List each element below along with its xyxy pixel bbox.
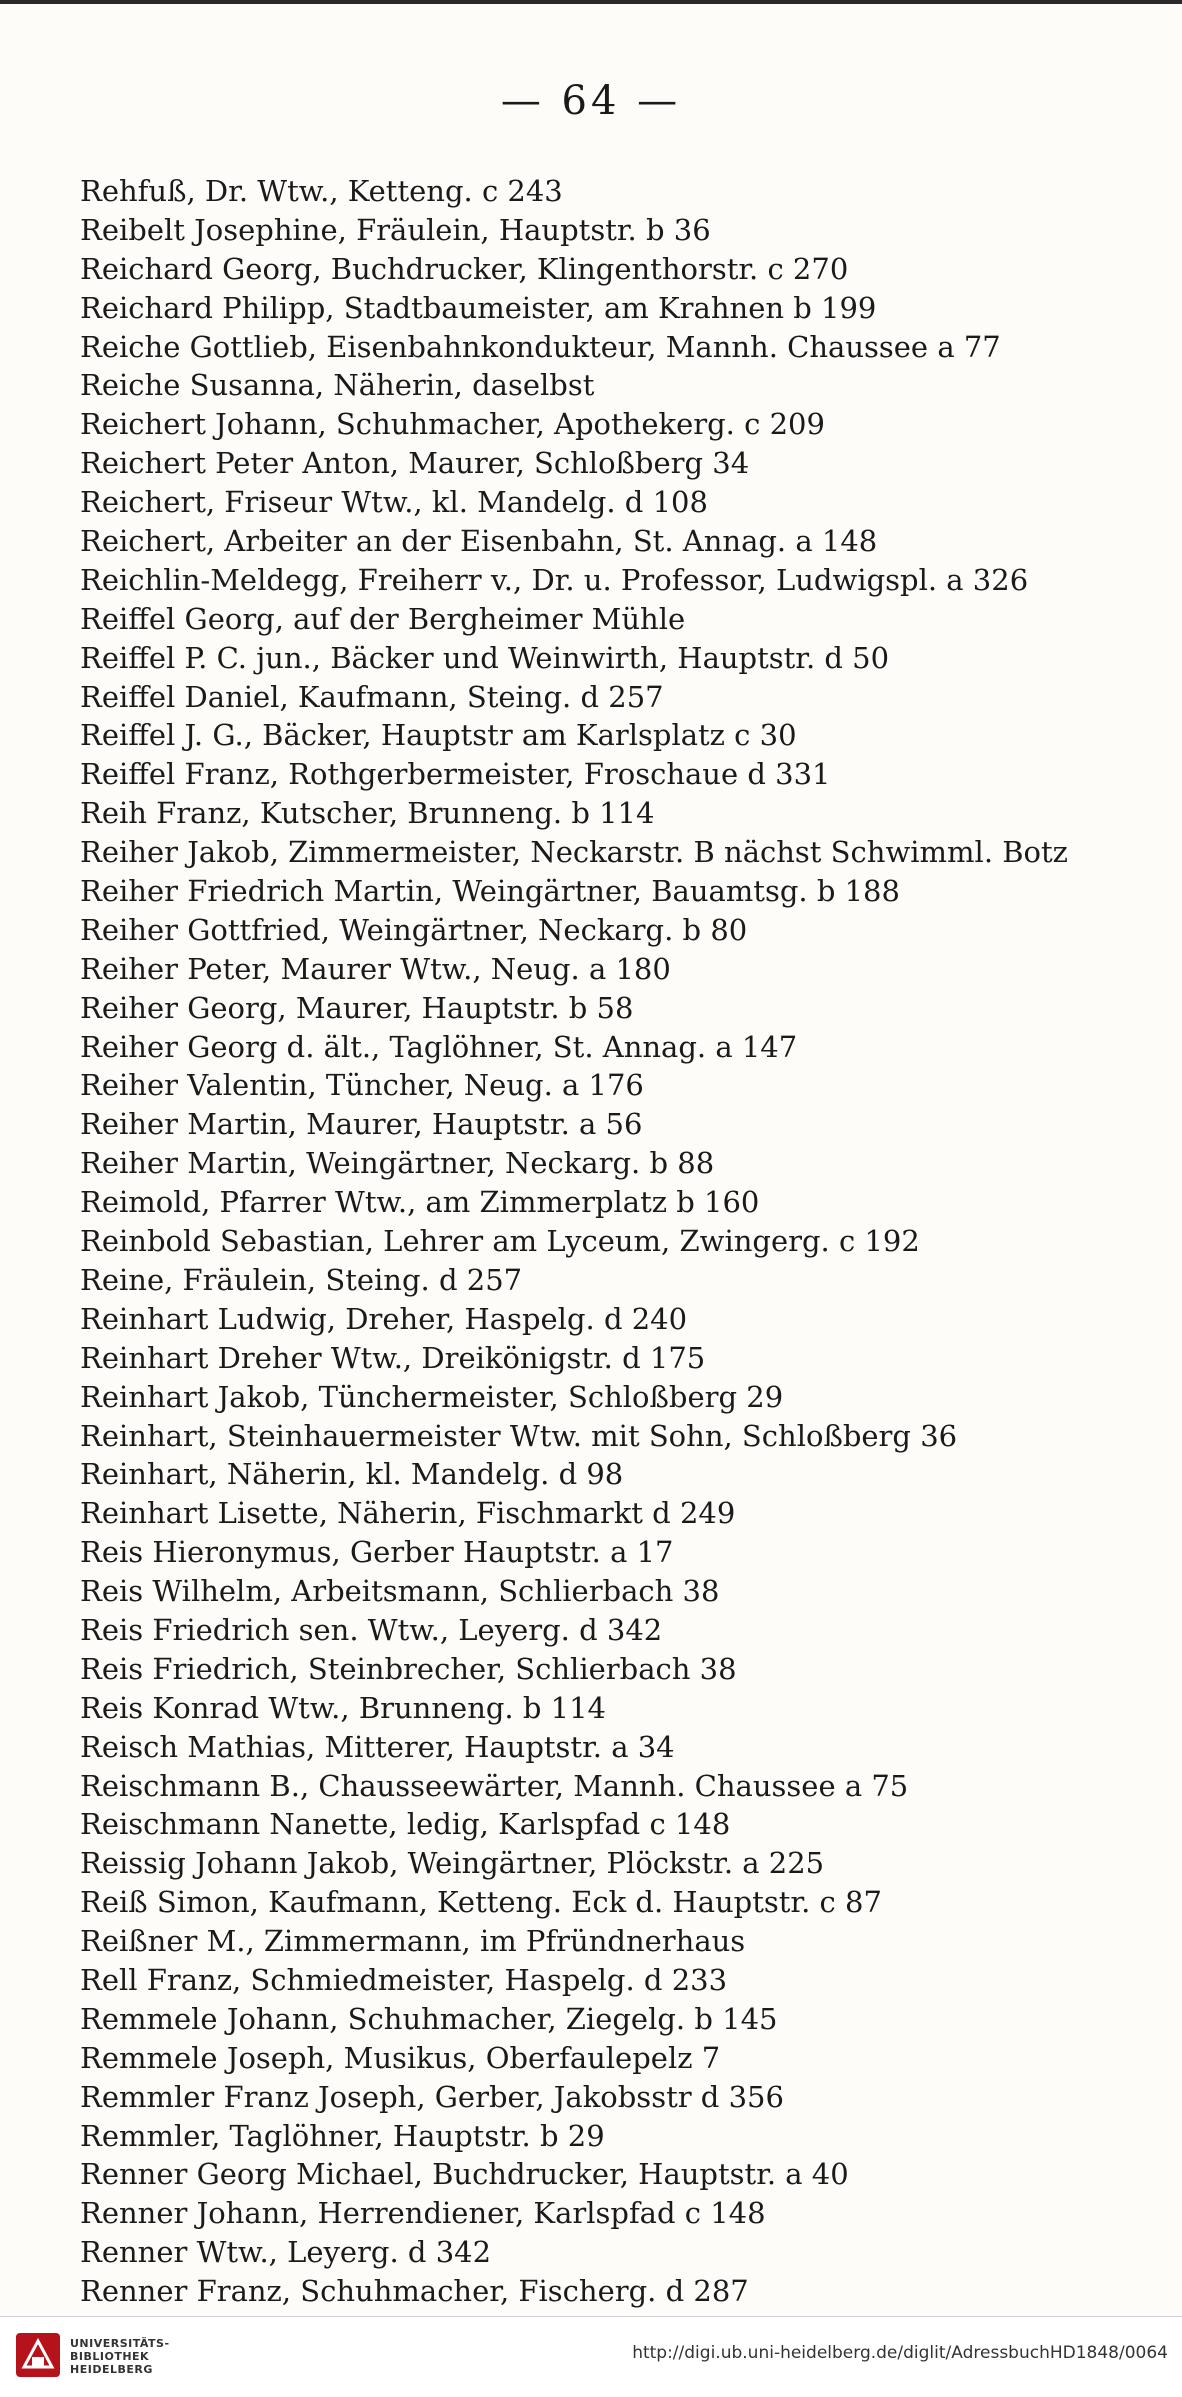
directory-entry: Reiffel Daniel, Kaufmann, Steing. d 257 [80, 679, 664, 714]
directory-entry: Reinhart, Näherin, kl. Mandelg. d 98 [80, 1457, 624, 1492]
directory-entry: Reis Hieronymus, Gerber Hauptstr. a 17 [80, 1535, 674, 1570]
directory-entry: Reißner M., Zimmermann, im Pfründnerhaus [80, 1924, 746, 1959]
directory-entry: Rehfuß, Dr. Wtw., Ketteng. c 243 [80, 174, 563, 208]
directory-entry: Reichert Peter Anton, Maurer, Schloßberg 34 [80, 446, 750, 481]
directory-entry: Remmele Joseph, Musikus, Oberfaulepelz 7 [80, 2040, 721, 2075]
directory-entry: Reichard Philipp, Stadtbaumeister, am Krahnen b 199 [80, 290, 877, 325]
library-name-line: BIBLIOTHEK [70, 2350, 150, 2363]
directory-entry: Remmele Johann, Schuhmacher, Ziegelg. b 145 [80, 2001, 778, 2036]
directory-entry: Reinhart Jakob, Tünchermeister, Schloßberg 29 [80, 1379, 784, 1414]
directory-entry: Renner Georg Michael, Buchdrucker, Hauptstr. a 40 [80, 2157, 849, 2192]
directory-entry: Reiher Georg, Maurer, Hauptstr. b 58 [80, 990, 634, 1025]
directory-entry: Reichert, Friseur Wtw., kl. Mandelg. d 108 [80, 485, 708, 520]
directory-entry: Reis Friedrich sen. Wtw., Leyerg. d 342 [80, 1612, 663, 1647]
directory-entry: Reinhart Lisette, Näherin, Fischmarkt d 249 [80, 1496, 736, 1531]
directory-entry: Reinbold Sebastian, Lehrer am Lyceum, Zwingerg. c 192 [80, 1224, 920, 1259]
directory-entry: Reichlin-Meldegg, Freiherr v., Dr. u. Professor, Ludwigspl. a 326 [80, 562, 1029, 597]
directory-entry: Reiffel P. C. jun., Bäcker und Weinwirth, Hauptstr. d 50 [80, 640, 890, 675]
directory-entry: Reiffel J. G., Bäcker, Hauptstr am Karlsplatz c 30 [80, 718, 797, 753]
directory-entry: Reiche Susanna, Näherin, daselbst [80, 368, 595, 403]
directory-entry: Reissig Johann Jakob, Weingärtner, Plöckstr. a 225 [80, 1846, 825, 1881]
directory-entry: Rell Franz, Schmiedmeister, Haspelg. d 233 [80, 1962, 728, 1997]
directory-entry: Reiche Gottlieb, Eisenbahnkondukteur, Mannh. Chaussee a 77 [80, 329, 1001, 364]
footer-bar [0, 2316, 1182, 2397]
directory-entry: Reiher Martin, Weingärtner, Neckarg. b 88 [80, 1146, 715, 1181]
directory-entry: Reichert Johann, Schuhmacher, Apothekerg. c 209 [80, 407, 825, 442]
directory-entry: Reinhart Ludwig, Dreher, Haspelg. d 240 [80, 1301, 688, 1336]
top-edge-rule [0, 0, 1182, 4]
directory-entry: Reiher Jakob, Zimmermeister, Neckarstr. B nächst Schwimml. Botz [80, 835, 1068, 870]
directory-entry: Reis Konrad Wtw., Brunneng. b 114 [80, 1690, 607, 1725]
directory-entry: Reiß Simon, Kaufmann, Ketteng. Eck d. Hauptstr. c 87 [80, 1885, 882, 1920]
directory-entry: Renner Franz, Schuhmacher, Fischerg. d 287 [80, 2274, 749, 2309]
directory-entry: Reiffel Georg, auf der Bergheimer Mühle [80, 601, 686, 636]
directory-entry: Reinhart, Steinhauermeister Wtw. mit Sohn, Schloßberg 36 [80, 1418, 958, 1453]
library-name-line: UNIVERSITÄTS- [70, 2337, 170, 2350]
directory-entry: Reibelt Josephine, Fräulein, Hauptstr. b 36 [80, 212, 711, 247]
library-name-line: HEIDELBERG [70, 2363, 153, 2376]
directory-entry: Reichard Georg, Buchdrucker, Klingenthorstr. c 270 [80, 251, 849, 286]
directory-entry: Reiher Valentin, Tüncher, Neug. a 176 [80, 1068, 644, 1103]
university-seal-icon [14, 2331, 62, 2379]
directory-entry: Remmler, Taglöhner, Hauptstr. b 29 [80, 2118, 605, 2153]
source-url-link[interactable]: http://digi.ub.uni-heidelberg.de/diglit/AdressbuchHD1848/0064 [632, 2343, 1168, 2363]
directory-entries [80, 172, 1140, 2311]
directory-entry: Reisch Mathias, Mitterer, Hauptstr. a 34 [80, 1729, 675, 1764]
directory-entry: Renner Johann, Herrendiener, Karlspfad c 148 [80, 2196, 766, 2231]
directory-entry: Reiher Friedrich Martin, Weingärtner, Bauamtsg. b 188 [80, 874, 900, 909]
directory-entry: Reih Franz, Kutscher, Brunneng. b 114 [80, 796, 655, 831]
directory-entry: Reis Wilhelm, Arbeitsmann, Schlierbach 38 [80, 1574, 720, 1609]
directory-entry: Reischmann Nanette, ledig, Karlspfad c 148 [80, 1807, 731, 1842]
directory-entry: Reis Friedrich, Steinbrecher, Schlierbach 38 [80, 1651, 737, 1686]
directory-entry: Reine, Fräulein, Steing. d 257 [80, 1262, 523, 1297]
library-name [70, 2337, 170, 2376]
directory-entry: Reinhart Dreher Wtw., Dreikönigstr. d 175 [80, 1340, 706, 1375]
directory-entry: Reimold, Pfarrer Wtw., am Zimmerplatz b 160 [80, 1185, 760, 1220]
directory-entry: Reischmann B., Chausseewärter, Mannh. Chaussee a 75 [80, 1768, 909, 1803]
page-number: — 64 — [500, 78, 682, 124]
directory-entry: Reiher Georg d. ält., Taglöhner, St. Annag. a 147 [80, 1029, 798, 1064]
directory-entry: Remmler Franz Joseph, Gerber, Jakobsstr d 356 [80, 2079, 784, 2114]
directory-entry: Renner Wtw., Leyerg. d 342 [80, 2235, 492, 2270]
directory-entry: Reiffel Franz, Rothgerbermeister, Froschaue d 331 [80, 757, 831, 792]
directory-entry: Reichert, Arbeiter an der Eisenbahn, St. Annag. a 148 [80, 524, 878, 559]
directory-entry: Reiher Peter, Maurer Wtw., Neug. a 180 [80, 951, 671, 986]
directory-entry: Reiher Gottfried, Weingärtner, Neckarg. b 80 [80, 912, 748, 947]
directory-entry: Reiher Martin, Maurer, Hauptstr. a 56 [80, 1107, 643, 1142]
